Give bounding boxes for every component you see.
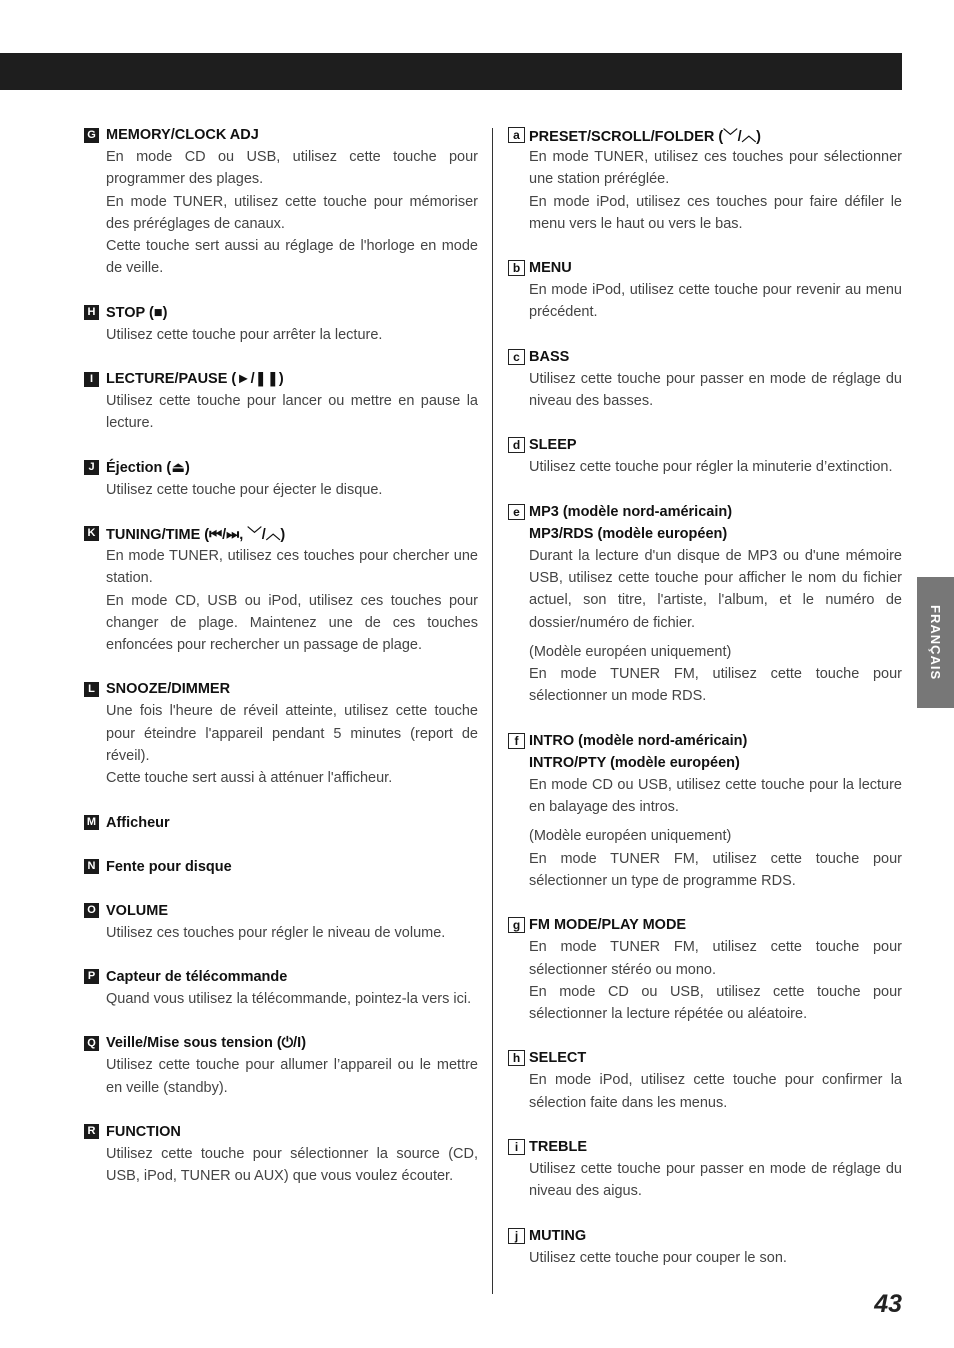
entry-title: MUTING	[529, 1227, 587, 1244]
header-bar	[0, 53, 902, 90]
language-tab-label: FRANÇAIS	[928, 604, 943, 681]
entry-heading	[508, 346, 902, 368]
entry-title: LECTURE/PAUSE (►/❚❚)	[106, 371, 284, 388]
key-badge: O	[84, 903, 99, 918]
entry-title: VOLUME	[106, 902, 169, 919]
entry-title: Fente pour disque	[106, 858, 232, 875]
description-paragraph: Utilisez cette touche pour éjecter le disque.	[106, 481, 383, 498]
right-column	[508, 124, 902, 1291]
entry-b	[508, 257, 902, 324]
description-paragraph: En mode CD ou USB, utilisez cette touche pour programmer des plages.	[106, 149, 478, 188]
entry-N	[84, 856, 478, 878]
entry-g	[508, 914, 902, 1025]
entry-heading	[84, 523, 478, 545]
description-paragraph: Une fois l'heure de réveil atteinte, utilisez cette touche pour éteindre l'appareil pendant 5 minutes (report de réveil).	[106, 703, 478, 765]
entry-description	[508, 368, 902, 413]
entry-G	[84, 124, 478, 280]
entry-title: MENU	[529, 260, 572, 277]
entry-heading	[508, 1047, 902, 1069]
entry-title: STOP (■)	[106, 304, 168, 321]
entry-i	[508, 1136, 902, 1203]
key-badge: M	[84, 815, 99, 830]
entry-title: Veille/Mise sous tension (⏻/I)	[106, 1035, 307, 1052]
entry-description	[84, 146, 478, 280]
key-badge: G	[84, 128, 99, 143]
entry-description	[508, 1158, 902, 1203]
description-paragraph: En mode iPod, utilisez ces touches pour faire défiler le menu vers le haut ou vers le bas.	[529, 193, 902, 232]
key-badge: h	[508, 1050, 525, 1066]
entry-I	[84, 368, 478, 435]
entry-description	[84, 700, 478, 789]
description-paragraph: En mode CD ou USB, utilisez cette touche pour la lecture en balayage des intros.	[529, 776, 902, 816]
entry-O	[84, 900, 478, 944]
entry-heading	[508, 434, 902, 456]
description-paragraph: Utilisez cette touche pour lancer ou mettre en pause la lecture.	[106, 393, 478, 432]
entry-title: MP3 (modèle nord-américain)	[529, 503, 733, 520]
entry-P	[84, 966, 478, 1010]
key-badge: i	[508, 1139, 525, 1155]
entry-K	[84, 523, 478, 656]
entry-description	[84, 1054, 478, 1099]
entry-heading	[84, 1121, 478, 1143]
entry-title: MEMORY/CLOCK ADJ	[106, 127, 259, 143]
entry-h	[508, 1047, 902, 1114]
key-badge: K	[84, 526, 99, 541]
entry-L	[84, 678, 478, 789]
entry-title: PRESET/SCROLL/FOLDER (﹀/︿)	[529, 128, 761, 145]
entry-title: SLEEP	[529, 437, 577, 454]
entry-f	[508, 730, 902, 892]
entry-title: TUNING/TIME (⏮/⏭, ﹀/︿)	[106, 527, 286, 544]
entry-heading	[84, 812, 478, 834]
description-paragraph: Utilisez cette touche pour sélectionner la source (CD, USB, iPod, TUNER ou AUX) que vous voulez écouter.	[106, 1145, 478, 1185]
entry-J	[84, 457, 478, 501]
entry-title: Capteur de télécommande	[106, 968, 288, 985]
description-paragraph: En mode CD ou USB, utilisez cette touche pour sélectionner la lecture répétée ou aléatoire.	[529, 983, 902, 1023]
entry-heading	[508, 257, 902, 279]
entry-c	[508, 346, 902, 413]
entry-d	[508, 434, 902, 478]
description-paragraph: En mode CD, USB ou iPod, utilisez ces touches pour changer de plage. Maintenez une de ces touches enfoncées pour rechercher un passage de plage.	[106, 592, 478, 654]
description-paragraph: En mode TUNER FM, utilisez cette touche pour sélectionner stéréo ou mono.	[529, 939, 902, 978]
entry-description	[508, 1247, 902, 1269]
entry-heading	[84, 457, 478, 479]
entry-M	[84, 812, 478, 834]
column-divider	[492, 128, 493, 1294]
key-badge: a	[508, 127, 525, 143]
entry-subtitle: MP3/RDS (modèle européen)	[529, 525, 728, 542]
entry-j	[508, 1225, 902, 1269]
entry-title: FUNCTION	[106, 1123, 181, 1140]
entry-description	[508, 456, 902, 478]
key-badge: R	[84, 1124, 99, 1139]
key-badge: J	[84, 460, 99, 475]
entry-description	[84, 988, 478, 1010]
description-paragraph-extra: En mode TUNER FM, utilisez cette touche pour sélectionner un mode RDS.	[529, 666, 902, 705]
entry-heading	[84, 966, 478, 988]
description-paragraph-extra: En mode TUNER FM, utilisez cette touche pour sélectionner un type de programme RDS.	[529, 850, 902, 889]
entry-description	[508, 279, 902, 324]
entry-description	[508, 774, 902, 892]
entry-heading	[508, 124, 902, 146]
key-badge: L	[84, 682, 99, 697]
page-number: 43	[874, 1290, 902, 1318]
description-paragraph-extra: (Modèle européen uniquement)	[529, 828, 732, 845]
entry-heading	[508, 730, 902, 752]
description-paragraph: En mode TUNER, utilisez ces touches pour chercher une station.	[106, 547, 478, 587]
entry-title: Éjection (⏏)	[106, 459, 190, 476]
description-paragraph: En mode TUNER, utilisez ces touches pour sélectionner une station préréglée.	[529, 149, 902, 188]
entry-description	[84, 324, 478, 346]
left-column	[84, 124, 478, 1209]
description-paragraph: Utilisez ces touches pour régler le niveau de volume.	[106, 924, 446, 941]
entry-description	[508, 936, 902, 1025]
description-paragraph: En mode iPod, utilisez cette touche pour confirmer la sélection faite dans les menus.	[529, 1072, 902, 1111]
key-badge: N	[84, 859, 99, 874]
entry-heading	[508, 1136, 902, 1158]
entry-heading	[84, 900, 478, 922]
entry-heading	[508, 914, 902, 936]
description-paragraph: Cette touche sert aussi au réglage de l'horloge en mode de veille.	[106, 238, 478, 277]
entry-H	[84, 302, 478, 346]
key-badge: d	[508, 437, 525, 453]
key-badge: I	[84, 372, 99, 387]
description-paragraph: Utilisez cette touche pour couper le son.	[529, 1249, 787, 1266]
description-paragraph: Utilisez cette touche pour arrêter la lecture.	[106, 326, 383, 343]
entry-title: BASS	[529, 348, 570, 365]
entry-a	[508, 124, 902, 235]
entry-title: SELECT	[529, 1050, 587, 1067]
entry-description	[508, 146, 902, 235]
key-badge: g	[508, 917, 525, 933]
entry-description	[84, 479, 478, 501]
key-badge: c	[508, 349, 525, 365]
description-paragraph: En mode iPod, utilisez cette touche pour revenir au menu précédent.	[529, 282, 902, 321]
entry-heading	[84, 368, 478, 390]
description-paragraph: Utilisez cette touche pour allumer l’appareil ou le mettre en veille (standby).	[106, 1057, 478, 1096]
entry-description	[84, 1143, 478, 1188]
entry-title: SNOOZE/DIMMER	[106, 681, 231, 698]
description-paragraph-extra: (Modèle européen uniquement)	[529, 643, 732, 660]
key-badge: j	[508, 1228, 525, 1244]
entry-title: TREBLE	[529, 1139, 587, 1156]
entry-subtitle: INTRO/PTY (modèle européen)	[529, 754, 740, 771]
key-badge: b	[508, 260, 525, 276]
entry-title: INTRO (modèle nord-américain)	[529, 732, 748, 749]
key-badge: P	[84, 969, 99, 984]
key-badge: H	[84, 305, 99, 320]
entry-heading	[84, 678, 478, 700]
entry-heading	[508, 1225, 902, 1247]
entry-description	[84, 390, 478, 435]
entry-description	[508, 1069, 902, 1114]
entry-R	[84, 1121, 478, 1188]
description-paragraph: Utilisez cette touche pour passer en mode de réglage du niveau des aigus.	[529, 1161, 902, 1200]
entry-heading	[84, 856, 478, 878]
key-badge: e	[508, 504, 525, 520]
entry-heading	[84, 302, 478, 324]
description-paragraph: Quand vous utilisez la télécommande, pointez-la vers ici.	[106, 990, 472, 1007]
description-paragraph: Utilisez cette touche pour régler la minuterie d’extinction.	[529, 459, 893, 476]
entry-heading	[84, 1032, 478, 1054]
entry-title: Afficheur	[106, 814, 170, 831]
description-paragraph: Cette touche sert aussi à atténuer l'afficheur.	[106, 770, 393, 787]
entry-Q	[84, 1032, 478, 1099]
entry-heading	[84, 124, 478, 146]
key-badge: f	[508, 733, 525, 749]
description-paragraph: Durant la lecture d'un disque de MP3 ou d'une mémoire USB, utilisez cette touche pour afficher le nom du fichier actuel, son titre, l'artiste, l'album, et le numéro de dossier/numéro de fichier.	[529, 547, 902, 631]
key-badge: Q	[84, 1036, 99, 1051]
entry-heading	[508, 501, 902, 523]
description-paragraph: Utilisez cette touche pour passer en mode de réglage du niveau des basses.	[529, 370, 902, 410]
entry-title: FM MODE/PLAY MODE	[529, 917, 687, 934]
language-tab	[917, 577, 954, 708]
entry-description	[84, 545, 478, 656]
description-paragraph: En mode TUNER, utilisez cette touche pour mémoriser des préréglages de canaux.	[106, 193, 478, 232]
entry-e	[508, 501, 902, 708]
entry-description	[84, 922, 478, 944]
entry-description	[508, 545, 902, 708]
